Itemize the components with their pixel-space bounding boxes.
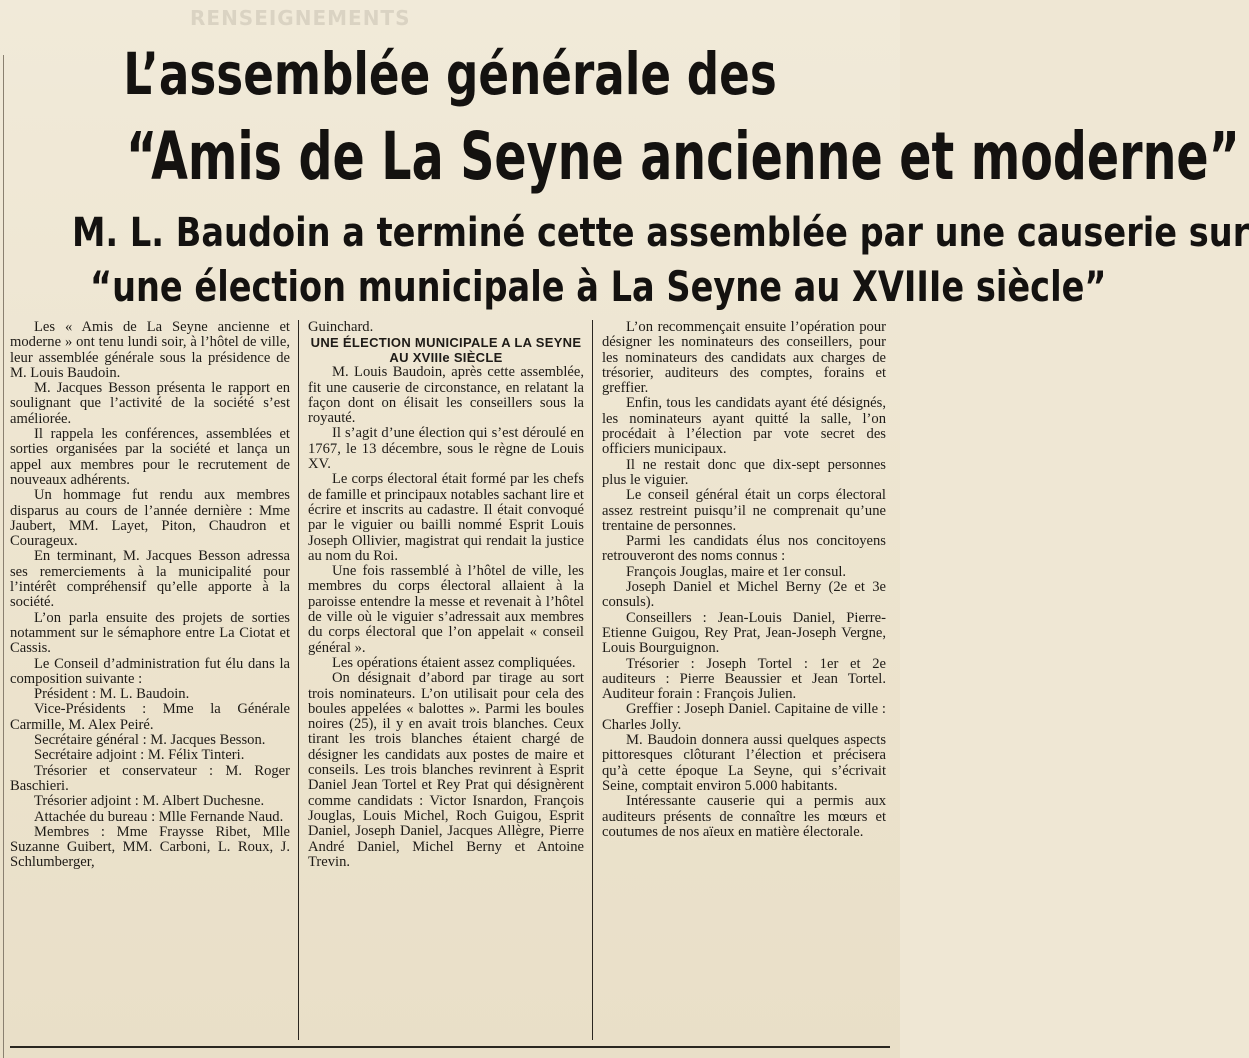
col2-paragraph: Une fois rassemblé à l’hôtel de ville, les membres du corps électoral allaient à la paroisse entendre la messe et revenait à l’hôtel de ville où le viguier s’adressait aux membres du corps électoral que l’on appelait « conseil général ». <box>308 563 584 656</box>
headline-line-1: L’assemblée générale des <box>123 40 777 108</box>
col1-paragraph: Attachée du bureau : Mlle Fernande Naud. <box>34 808 284 825</box>
col1-paragraph: M. Jacques Besson présenta le rapport en soulignant que l’activité de la société s’est améliorée. <box>10 380 290 427</box>
column-divider <box>298 320 299 1040</box>
article-columns <box>10 320 890 1040</box>
col3-paragraph: Enfin, tous les candidats ayant été désignés, les nominateurs ayant quitté la salle, l’on procédait à l’élection par vote secret des officiers municipaux. <box>602 395 886 458</box>
col1-paragraph: Trésorier et conservateur : M. Roger Baschieri. <box>10 762 290 794</box>
col1-paragraph: Vice-Présidents : Mme la Générale Carmille, M. Alex Peiré. <box>10 701 290 733</box>
col2-paragraph: M. Louis Baudoin, après cette assemblée, fit une causerie de circonstance, en relatant la façon dont on élisait les conseillers sous la royauté. <box>308 364 584 427</box>
headline-line-3: M. L. Baudoin a terminé cette assemblée par une causerie sur <box>72 210 1249 256</box>
col3-paragraph: L’on recommençait ensuite l’opération pour désigner les nominateurs des conseillers, pour les nominateurs des candidats aux charges de trésorier, auditeurs des comptes, forains et greffier. <box>602 319 886 397</box>
col1-paragraph: Les « Amis de La Seyne ancienne et moderne » ont tenu lundi soir, à l’hôtel de ville, leur assemblée générale sous la présidence de M. Louis Baudoin. <box>10 319 290 381</box>
col3-paragraph: Conseillers : Jean-Louis Daniel, Pierre-Etienne Guigou, Rey Prat, Jean-Joseph Vergne, Louis Bourguignon. <box>602 609 886 657</box>
col2-paragraph: Les opérations étaient assez compliquées. <box>332 654 576 671</box>
bottom-rule <box>10 1046 890 1048</box>
col3-paragraph: Parmi les candidats élus nos concitoyens retrouveront des noms connus : <box>602 533 886 565</box>
col1-paragraph: L’on parla ensuite des projets de sorties notamment sur le sémaphore entre La Ciotat et Cassis. <box>10 609 290 657</box>
col1-paragraph: Il rappela les conférences, assemblées et sorties organisées par la société et lança un appel aux membres pour le recrutement de nouveaux adhérents. <box>10 426 290 488</box>
col1-paragraph: Le Conseil d’administration fut élu dans la composition suivante : <box>10 655 290 687</box>
col3-paragraph: Il ne restait donc que dix-sept personnes plus le viguier. <box>602 456 886 488</box>
col1-paragraph: Secrétaire général : M. Jacques Besson. <box>34 732 266 749</box>
col1-paragraph: Un hommage fut rendu aux membres disparus au cours de l’année dernière : Mme Jaubert, MM. Layet, Piton, Chaudron et Courageux. <box>10 487 290 550</box>
col3-paragraph: Intéressante causerie qui a permis aux auditeurs présents de connaître les mœurs et coutumes de nos aïeux en matière électorale. <box>602 793 886 840</box>
col1-paragraph: Trésorier adjoint : M. Albert Duchesne. <box>34 793 265 810</box>
article-column-2 <box>308 320 584 1040</box>
headline-line-4: “une élection municipale à La Seyne au XVIIIe siècle” <box>90 262 1107 311</box>
col3-paragraph: Trésorier : Joseph Tortel : 1er et 2e auditeurs : Pierre Beaussier et Jean Tortel. Auditeur forain : François Julien. <box>602 655 886 703</box>
col3-paragraph: Joseph Daniel et Michel Berny (2e et 3e consuls). <box>602 579 886 611</box>
masthead-fragment: RENSEIGNEMENTS <box>190 6 411 30</box>
column-divider <box>592 320 593 1040</box>
col1-paragraph: Secrétaire adjoint : M. Félix Tinteri. <box>34 747 245 764</box>
col1-paragraph: Membres : Mme Fraysse Ribet, Mlle Suzanne Guibert, MM. Carboni, L. Roux, J. Schlumberger, <box>10 823 290 871</box>
col1-paragraph: En terminant, M. Jacques Besson adressa ses remerciements à la municipalité pour l’intérêt compréhensif qu’elle apporte à la société. <box>10 548 290 611</box>
col2-lead: Guinchard. <box>308 319 374 335</box>
col2-paragraph: On désignait d’abord par tirage au sort trois nominateurs. L’on utilisait pour cela des boules appelées « balottes ». Parmi les boules noires (25), il y en avait trois blanches. Ceux tirant les trois blanches étaient chargé de désigner les candidats aux postes de maire et conseils. Les trois blanches revinrent à Esprit Daniel Jean Tortel et Rey Prat qui désignèrent comme candidats : Victor Isnardon, François Jouglas, Louis Michel, Roch Guigou, Esprit Daniel, Joseph Daniel, Jacques Allègre, Pierre André Daniel, Michel Berny et Antoine Trevin. <box>308 670 584 870</box>
col3-paragraph: François Jouglas, maire et 1er consul. <box>626 563 847 580</box>
col3-paragraph: Greffier : Joseph Daniel. Capitaine de ville : Charles Jolly. <box>602 701 886 733</box>
col2-paragraph: Il s’agit d’une élection qui s’est déroulé en 1767, le 13 décembre, sous le règne de Louis XV. <box>308 425 584 473</box>
article-column-3 <box>602 320 886 1040</box>
article-subheading: UNE ÉLECTION MUNICIPALE A LA SEYNE AU XVIIIe SIÈCLE <box>310 335 582 366</box>
left-edge-rule <box>3 55 4 1058</box>
col2-paragraph: Le corps électoral était formé par les chefs de famille et principaux notables sachant lire et écrire et inscrits au cadastre. Il était convoqué par le viguier ou bailli nommé Esprit Louis Joseph Ollivier, magistrat qui rendait la justice au nom du Roi. <box>308 471 584 564</box>
headline-line-2: “Amis de La Seyne ancienne et moderne” <box>126 118 1240 195</box>
col3-paragraph: Le conseil général était un corps électoral assez restreint puisqu’il ne comprenait qu’une trentaine de personnes. <box>602 487 886 534</box>
article-column-1 <box>10 320 290 1040</box>
col1-paragraph: Président : M. L. Baudoin. <box>34 686 190 703</box>
col3-paragraph: M. Baudoin donnera aussi quelques aspects pittoresques clôturant l’élection et précisera qu’à cette époque La Seyne, qui s’écrivait Seine, comptait environ 5.000 habitants. <box>602 732 886 794</box>
